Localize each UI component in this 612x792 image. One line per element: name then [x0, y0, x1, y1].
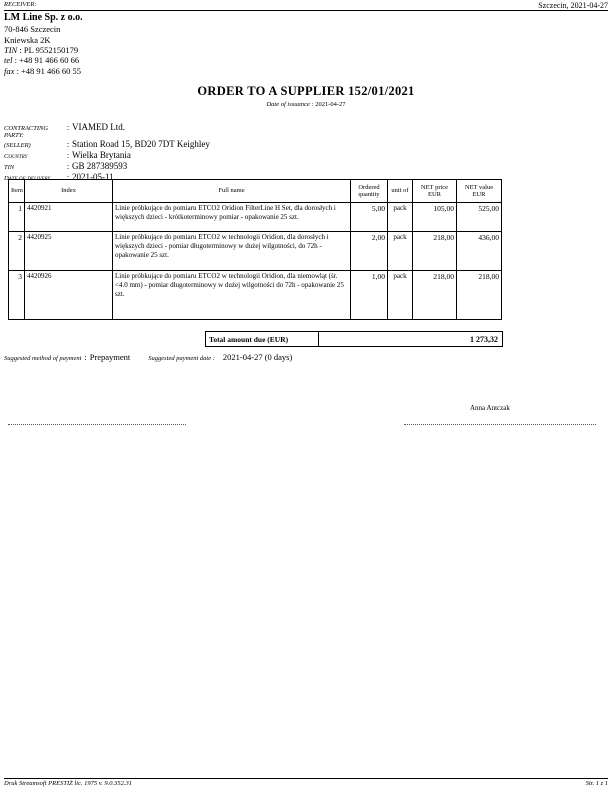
issuance-label: Date of issuance :	[266, 101, 314, 108]
company-zip-city: 70-846 Szczecin	[4, 24, 61, 35]
signature-line-right	[404, 424, 596, 425]
party-sep: :	[66, 173, 70, 182]
payment-method-label: Suggested method of payment	[4, 355, 82, 362]
payment-terms-line	[4, 352, 292, 362]
party-value: Station Road 15, BD20 7DT Keighley	[72, 139, 210, 149]
cell-unit: pack	[388, 232, 413, 271]
party-sep: :	[66, 162, 70, 171]
table-row	[9, 203, 502, 232]
fax-value: +48 91 466 60 55	[21, 65, 82, 76]
party-label: Date of delivery	[4, 175, 51, 182]
party-value: VIAMED Ltd.	[72, 122, 125, 132]
table-header-row	[9, 180, 502, 203]
party-row-tin	[4, 161, 210, 172]
header-divider	[4, 10, 608, 11]
items-table	[8, 179, 502, 320]
party-label: TIN	[4, 164, 15, 171]
cell-net-value: 525,00	[457, 203, 502, 232]
company-fax-line	[4, 66, 83, 76]
footer-software-info: Druk Streamsoft PRESTIŻ lic. 1975 v. 9.0.352.31	[4, 780, 133, 787]
payment-date-label: Suggested payment date :	[148, 355, 215, 362]
signature-line-left	[8, 424, 186, 425]
payment-date-sep	[215, 353, 223, 362]
cell-net-value: 436,00	[457, 232, 502, 271]
cell-index: 4420921	[25, 203, 113, 232]
cell-net-value: 218,00	[457, 271, 502, 320]
tin-value: PL 9552150179	[23, 44, 79, 55]
table-row	[9, 232, 502, 271]
cell-full-name: Linie próbkujące do pomiaru ETCO2 w technologii Oridion, dla dorosłych i większych dzieci - pomiar długoterminowy w dużej wilgotności, do 72h - opakowanie 25 szt.	[113, 232, 351, 271]
cell-unit: pack	[388, 203, 413, 232]
total-amount-box	[205, 331, 503, 347]
tin-sep: :	[19, 44, 22, 55]
document-title: ORDER TO A SUPPLIER 152/01/2021	[197, 84, 415, 98]
contracting-party-block	[4, 122, 210, 183]
cell-quantity: 2,00	[351, 232, 388, 271]
issuance-value: 2021-04-27	[315, 101, 346, 108]
col-header-ordered-quantity: Ordered quantity	[351, 180, 388, 203]
footer-page-number: Str. 1 z 1	[585, 780, 608, 787]
place-and-date: Szczecin, 2021-04-27	[538, 1, 608, 10]
title-block	[0, 84, 612, 108]
tel-label: tel	[4, 55, 13, 66]
cell-net-price: 105,00	[413, 203, 457, 232]
company-street: Kniewska 2K	[4, 34, 51, 45]
cell-full-name: Linie próbkujące do pomiaru ETCO2 Oridion FilterLine H Set, dla dorosłych i większych dzieci - krótkoterminowy pomiar - opakowanie 25 szt.	[113, 203, 351, 232]
table-row	[9, 271, 502, 320]
items-table-wrapper	[8, 179, 502, 320]
total-amount-value: 1 273,32	[470, 334, 498, 344]
tin-label: TIN	[4, 44, 18, 55]
col-header-unit: unit of	[388, 180, 413, 203]
party-row-address	[4, 139, 210, 150]
cell-index: 4420926	[25, 271, 113, 320]
party-label: (SELLER)	[4, 142, 31, 149]
payment-date-value: 2021-04-27 (0 days)	[222, 352, 293, 362]
tel-sep: :	[14, 55, 17, 66]
company-tin-line	[4, 45, 83, 55]
party-row-country	[4, 150, 210, 161]
col-header-item: Item	[9, 180, 25, 203]
company-name: LM Line Sp. z o.o.	[4, 12, 83, 23]
cell-item: 1	[9, 203, 25, 232]
signatory-name: Anna Antczak	[470, 404, 510, 412]
cell-item: 2	[9, 232, 25, 271]
cell-item: 3	[9, 271, 25, 320]
cell-quantity: 1,00	[351, 271, 388, 320]
party-row-name	[4, 122, 210, 139]
issuance-line	[0, 101, 612, 108]
party-sep: :	[66, 151, 70, 160]
cell-unit: pack	[388, 271, 413, 320]
cell-quantity: 5,00	[351, 203, 388, 232]
receiver-label: RECEIVER:	[4, 1, 37, 8]
col-header-net-value: NET value EUR	[457, 180, 502, 203]
cell-index: 4420925	[25, 232, 113, 271]
footer-divider	[4, 778, 608, 779]
total-amount-label: Total amount due (EUR)	[206, 332, 319, 346]
party-label: Country	[4, 153, 28, 160]
party-value: Wielka Brytania	[72, 150, 131, 160]
cell-full-name: Linie próbkujące do pomiaru ETCO2 w technologii Oridion, dla niemowląt (śr. <4.0 mm) - pomiar długoterminowy w dużej wilgotności do 72h - opakowanie 25 szt.	[113, 271, 351, 320]
payment-method-sep: :	[84, 353, 87, 362]
col-header-full-name: Full name	[113, 180, 351, 203]
receiver-company-block	[4, 12, 83, 76]
company-tel-line	[4, 55, 83, 65]
party-sep: :	[66, 123, 70, 132]
party-value: 2021-05-11	[72, 172, 114, 182]
cell-net-price: 218,00	[413, 271, 457, 320]
fax-sep: :	[16, 65, 19, 76]
payment-method-value: Prepayment	[89, 352, 131, 362]
party-value: GB 287389593	[72, 161, 128, 171]
fax-label: fax	[4, 65, 15, 76]
col-header-net-price: NET price EUR	[413, 180, 457, 203]
party-label: CONTRACTING PARTY:	[4, 125, 49, 139]
col-header-index: Index	[25, 180, 113, 203]
cell-net-price: 218,00	[413, 232, 457, 271]
tel-value: +48 91 466 60 66	[19, 55, 80, 66]
party-sep: :	[66, 140, 70, 149]
